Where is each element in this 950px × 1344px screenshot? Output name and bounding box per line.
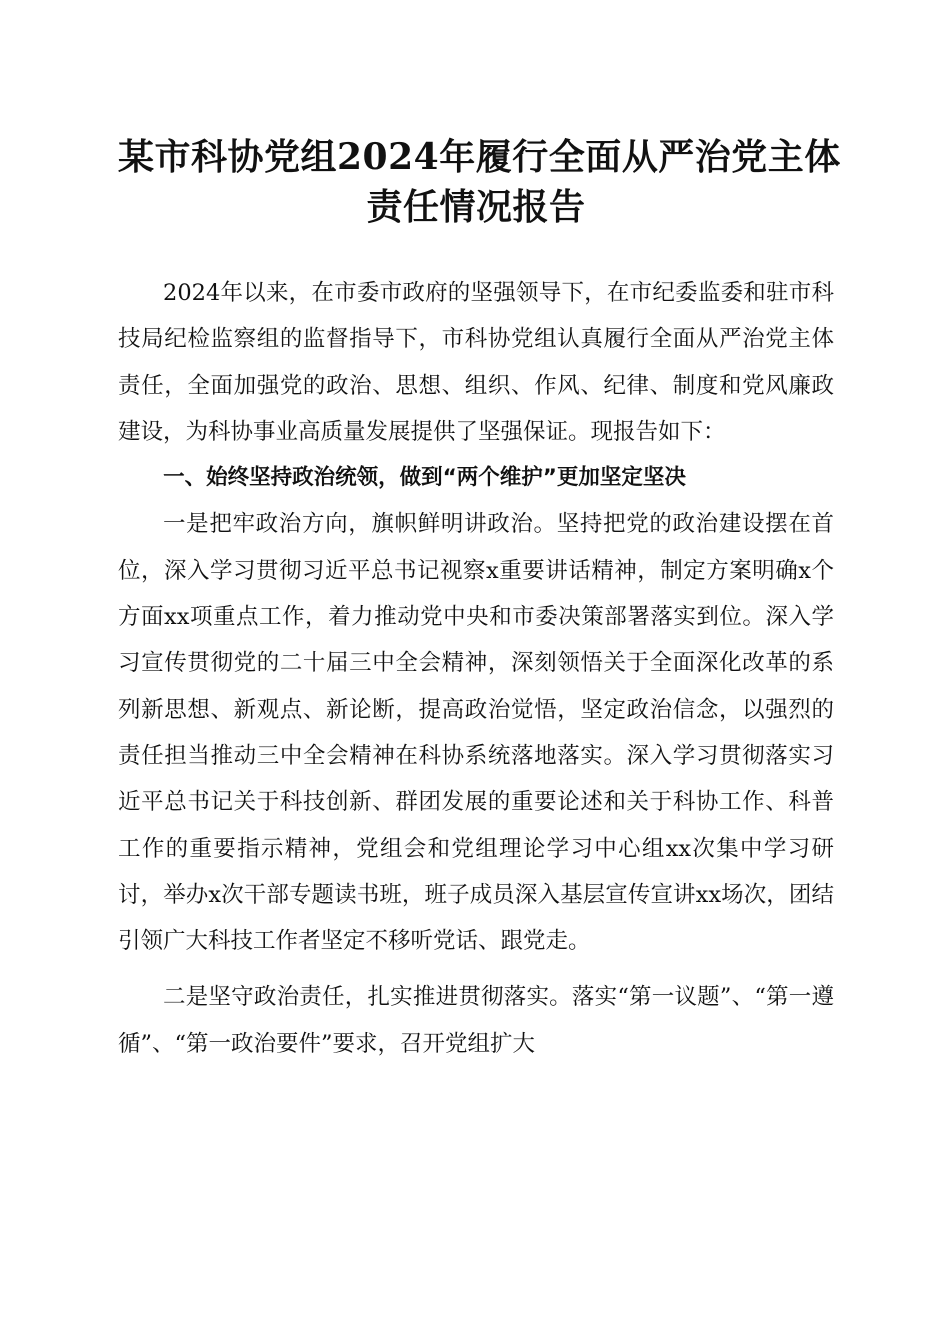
document-title	[118, 132, 841, 232]
paragraph-2	[118, 974, 834, 1067]
title-line-2: 责任情况报告	[366, 186, 586, 228]
title-line-1: 某市科协党组2024年履行全面从严治党主体	[118, 136, 841, 178]
document-page	[118, 132, 841, 1067]
intro-paragraph: 2024年以来，在市委市政府的坚强领导下，在市纪委监委和驻市科技局纪检监察组的监督指导下，市科协党组认真履行全面从严治党主体责任，全面加强党的政治、思想、组织、作风、纪律、制度和党风廉政建设，为科协事业高质量发展提供了坚强保证。现报告如下：	[118, 280, 834, 445]
paragraph-1-lead: 一是把牢政治方向，旗帜鲜明讲政治。	[163, 511, 557, 538]
document-body	[118, 270, 834, 1067]
paragraph-2-lead: 二是坚守政治责任，扎实推进贯彻落实。	[163, 984, 572, 1011]
paragraph-1-body: 坚持把党的政治建设摆在首位，深入学习贯彻习近平总书记视察x重要讲话精神，制定方案明确x个方面xx项重点工作，着力推动党中央和市委决策部署落实到位。深入学习宣传贯彻党的二十届三中全会精神，深刻领悟关于全面深化改革的系列新思想、新观点、新论断，提高政治觉悟，坚定政治信念，以强烈的责任担当推动三中全会精神在科协系统落地落实。深入学习贯彻落实习近平总书记关于科技创新、群团发展的重要论述和关于科协工作、科普工作的重要指示精神，党组会和党组理论学习中心组xx次集中学习研讨，举办x次干部专题读书班，班子成员深入基层宣传宣讲xx场次，团结引领广大科技工作者坚定不移听党话、跟党走。	[118, 511, 834, 955]
section-heading-1: 一、始终坚持政治统领，做到“两个维护”更加坚定坚决	[163, 465, 686, 491]
paragraph-2-body: 落实“第一议题”、“第一遵循”、“第一政治要件”要求，召开党组扩大	[118, 984, 834, 1057]
paragraph-1	[118, 501, 834, 964]
